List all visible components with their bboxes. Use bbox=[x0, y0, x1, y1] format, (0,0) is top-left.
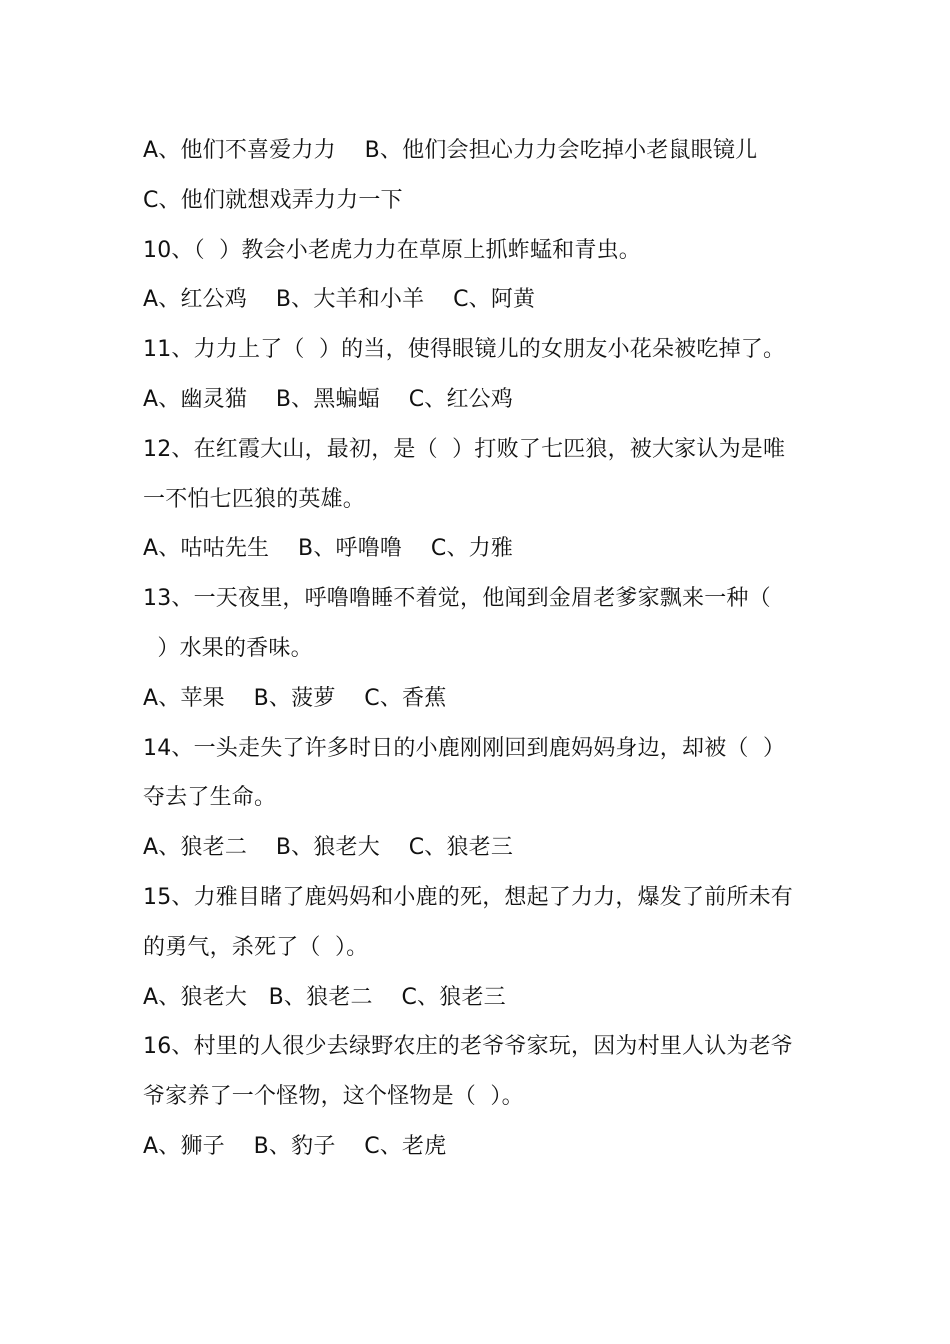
options-q13: A、苹果 B、菠萝 C、香蕉 bbox=[143, 685, 447, 711]
options-q16: A、狮子 B、豹子 C、老虎 bbox=[143, 1133, 447, 1159]
question-14-line2: 夺去了生命。 bbox=[143, 785, 277, 811]
question-10: 10、（ ）教会小老虎力力在草原上抓蚱蜢和青虫。 bbox=[143, 237, 641, 263]
question-14-line1: 14、一头走失了许多时日的小鹿刚刚回到鹿妈妈身边，却被（ ） bbox=[143, 735, 786, 761]
question-11: 11、力力上了（ ）的当，使得眼镜儿的女朋友小花朵被吃掉了。 bbox=[143, 337, 786, 363]
question-12-line1: 12、在红霞大山，最初，是（ ）打败了七匹狼，被大家认为是唯 bbox=[143, 436, 786, 462]
question-15-line2: 的勇气，杀死了（ ）。 bbox=[143, 934, 369, 960]
question-13-line1: 13、一天夜里，呼噜噜睡不着觉，他闻到金眉老爹家飘来一种（ bbox=[143, 586, 771, 612]
options-q15: A、狼老大 B、狼老二 C、狼老三 bbox=[143, 984, 506, 1010]
option-line-q9-c: C、他们就想戏弄力力一下 bbox=[143, 187, 403, 213]
question-16-line2: 爷家养了一个怪物，这个怪物是（ ）。 bbox=[143, 1084, 524, 1110]
question-12-line2: 一不怕七匹狼的英雄。 bbox=[143, 486, 366, 512]
question-15-line1: 15、力雅目睹了鹿妈妈和小鹿的死，想起了力力，爆发了前所未有 bbox=[143, 884, 793, 910]
options-q10: A、红公鸡 B、大羊和小羊 C、阿黄 bbox=[143, 287, 536, 313]
quiz-content bbox=[143, 126, 823, 1172]
option-line-q9-ab: A、他们不喜爱力力 B、他们会担心力力会吃掉小老鼠眼镜儿 bbox=[143, 138, 758, 163]
question-13-line2: ）水果的香味。 bbox=[143, 635, 313, 661]
question-16-line1: 16、村里的人很少去绿野农庄的老爷爷家玩，因为村里人认为老爷 bbox=[143, 1034, 793, 1060]
options-q11: A、幽灵猫 B、黑蝙蝠 C、红公鸡 bbox=[143, 386, 514, 412]
options-q14: A、狼老二 B、狼老大 C、狼老三 bbox=[143, 835, 514, 861]
options-q12: A、咕咕先生 B、呼噜噜 C、力雅 bbox=[143, 536, 514, 562]
